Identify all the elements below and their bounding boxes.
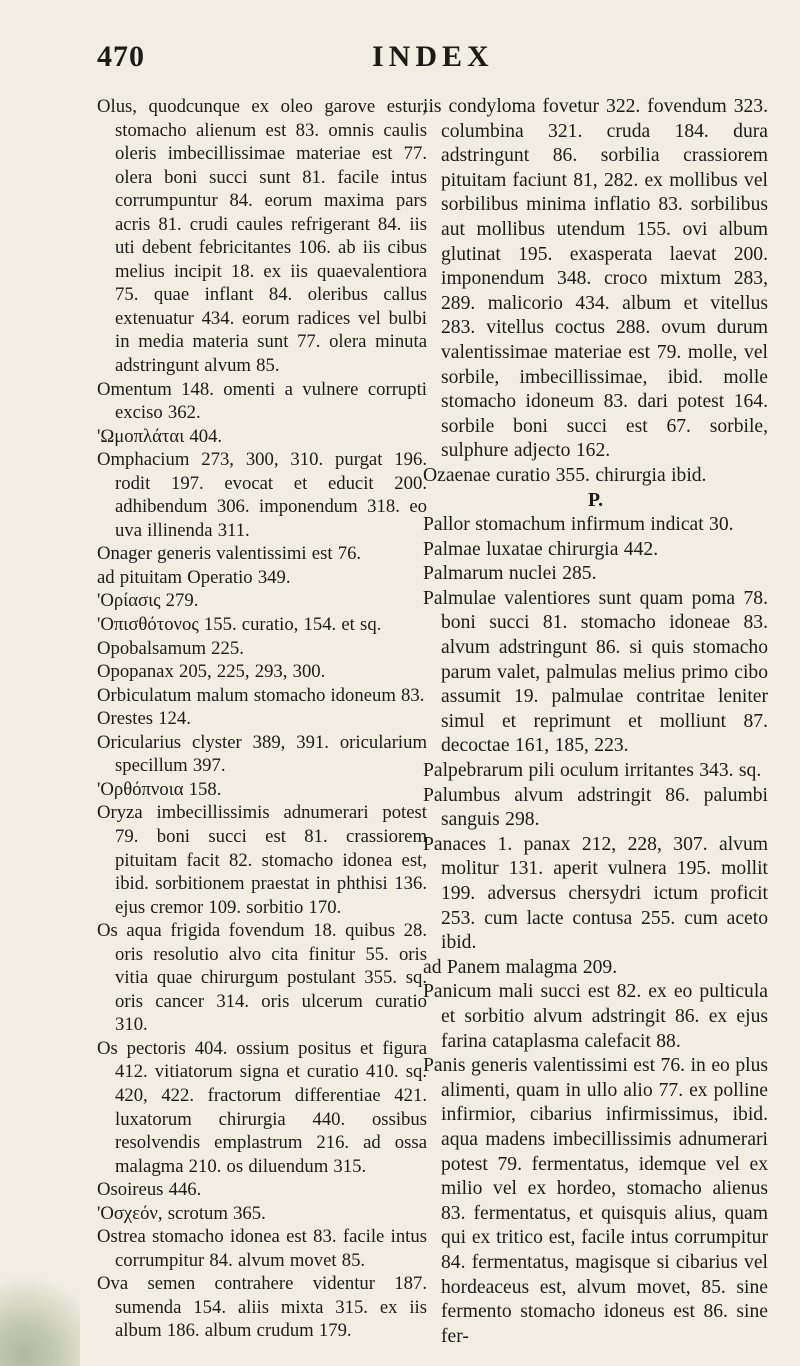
right-column xyxy=(423,95,768,1349)
index-entry: 'Οπισθότονος 155. curatio, 154. et sq. xyxy=(97,614,382,636)
index-entry: Opobalsamum 225. xyxy=(97,637,244,659)
index-entry: 'Ορίασις 279. xyxy=(97,590,199,612)
index-entry: Palumbus alvum adstringit 86. palumbi sanguis 298. xyxy=(423,784,768,831)
index-entry: Palpebrarum pili oculum irritantes 343. sq. xyxy=(423,760,762,782)
index-entry: iis condyloma fovetur 322. fovendum 323. columbina 321. cruda 184. dura adstringunt 86. sorbilia crassiorem pituitam faciunt 81, 282. ex mollibus vel sorbilibus minima inflatio 83. sorbilibus aut mollibus utendum 155. ovi album glutinat 195. exasperata laevat 200. imponendum 348. croco mixtum 283, 289. malicorio 434. album et vitellus 283. vitellus coctus 288. ovum durum valentissimae materiae est 79. molle, vel sorbile, imbecillissimae, ibid. molle stomacho idoneum 83. dari potest 164. sorbile boni succi est 67. sorbile, sulphure adjecto 162. xyxy=(423,96,768,462)
page-header xyxy=(0,40,800,80)
index-entry: P. xyxy=(587,489,604,511)
index-entry: Oricularius clyster 389, 391. oricularium specillum 397. xyxy=(97,731,427,777)
index-entry: Panicum mali succi est 82. ex eo pulticula et sorbitio alvum adstringit 86. ex ejus farina cataplasma calefacit 88. xyxy=(423,981,768,1052)
index-entry: ad pituitam Operatio 349. xyxy=(97,566,291,588)
index-entry: Orbiculatum malum stomacho idoneum 83. xyxy=(97,684,425,706)
index-entry: Olus, quodcunque ex oleo garove estur, stomacho alienum est 83. omnis caulis oleris imbecillissimae materiae est 77. olera boni succi sunt 81. facile intus corrumpuntur 84. eorum maxima pars acris 81. crudi caules refrigerant 84. iis uti debent febricitantes 106. ab iis cibus melius incipit 18. ex iis quaevalentiora 75. quae inflant 84. oleribus callus extenuatur 434. eorum radices vel bulbi in media materia sunt 77. olera minuta adstringunt alvum 85. xyxy=(97,96,427,377)
index-entry: Opopanax 205, 225, 293, 300. xyxy=(97,661,326,683)
index-entry: 'Ωμοπλάται 404. xyxy=(97,425,223,447)
index-entry: Pallor stomachum infirmum indicat 30. xyxy=(423,514,734,536)
index-entry: Omphacium 273, 300, 310. purgat 196. rodit 197. evocat et educit 200. adhibendum 306. imponendum 318. eo uva illinenda 311. xyxy=(97,449,427,541)
index-entry: Omentum 148. omenti a vulnere corrupti exciso 362. xyxy=(97,378,427,424)
index-entry: Os aqua frigida fovendum 18. quibus 28. oris resolutio alvo cita finitur 55. oris vitia quae chirurgum postulant 355. sq. oris cancer 314. oris ulcerum curatio 310. xyxy=(97,920,427,1036)
index-entry: Palmae luxatae chirurgia 442. xyxy=(423,538,659,560)
index-entry: Panis generis valentissimi est 76. in eo plus alimenti, quam in ullo alio 77. ex polline infirmior, cibarius infirmissimus, ibid. aqua madens imbecillissimis adnumerari potest 79. fermentatus, idemque vel ex milio vel ex hordeo, stomacho alienus 83. fermentatus, et quisquis alius, quam qui ex tritico est, facile intus corrumpitur 84. fermentatus, magisque si cibarius vel hordeaceus est, alvum movet, 85. sine fermento stomacho idoneus est 86. sine fer- xyxy=(423,1055,768,1347)
left-column xyxy=(97,95,427,1343)
index-entry: Os pectoris 404. ossium positus et figura 412. vitiatorum signa et curatio 410. sq. 420, 422. fractorum differentiae 421. luxatorum chirurgia 440. ossibus resolvendis emplastrum 216. ad ossa malagma 210. os diluendum 315. xyxy=(97,1037,427,1177)
index-entry: Ostrea stomacho idonea est 83. facile intus corrumpitur 84. alvum movet 85. xyxy=(97,1226,427,1271)
index-entry: Onager generis valentissimi est 76. xyxy=(97,543,362,565)
index-entry: Palmarum nuclei 285. xyxy=(423,563,597,585)
index-entry: Ozaenae curatio 355. chirurgia ibid. xyxy=(423,464,707,486)
index-entry: Oryza imbecillissimis adnumerari potest 79. boni succi est 81. crassiorem pituitam facit 82. stomacho idonea est, ibid. sorbitionem praestat in phthisi 136. ejus cremor 109. sorbitio 170. xyxy=(97,802,427,918)
index-entry: Osoireus 446. xyxy=(97,1179,202,1201)
index-entry: ad Panem malagma 209. xyxy=(423,956,618,978)
page-number: 470 xyxy=(97,40,145,73)
index-entry: Orestes 124. xyxy=(97,708,191,730)
index-entry: 'Οσχεόν, scrotum 365. xyxy=(97,1202,266,1224)
index-entry: Palmulae valentiores sunt quam poma 78. boni succi 81. stomacho idoneae 83. alvum adstringunt 86. si quis stomacho parum valet, palmulas melius primo cibo assumit 19. palmulae contritae leniter simul et reprimunt et molliunt 87. decoctae 161, 185, 223. xyxy=(423,587,768,757)
index-entry: 'Ορθόπνοια 158. xyxy=(97,778,222,800)
scan-stain xyxy=(0,1256,80,1366)
index-entry: Panaces 1. panax 212, 228, 307. alvum molitur 131. aperit vulnera 195. mollit 199. adversus chersydri ictum proficit 253. cum lacte contusa 255. cum aceto ibid. xyxy=(423,833,768,954)
index-entry: Ova semen contrahere videntur 187. sumenda 154. aliis mixta 315. ex iis album 186. album crudum 179. xyxy=(97,1273,427,1342)
running-head: INDEX xyxy=(372,40,494,73)
